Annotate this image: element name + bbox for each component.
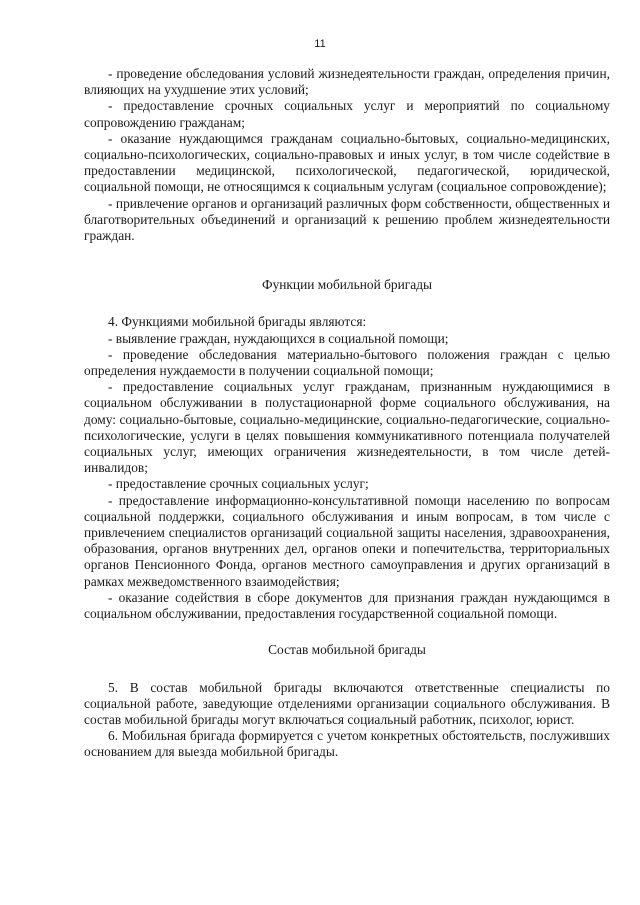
functions-intro: 4. Функциями мобильной бригады являются: — [108, 314, 367, 330]
functions-heading: Функции мобильной бригады — [261, 277, 433, 293]
intro-item: - привлечение органов и организаций различных форм собственности, общественных и благотворительных объединений и организаций к решению проблем жизнедеятельности граждан. — [84, 195, 610, 244]
functions-item: - выявление граждан, нуждающихся в социальной помощи; — [108, 330, 449, 346]
composition-paragraph: 5. В состав мобильной бригады включаются ответственные специалисты по социальной работе, заведующие отделениями организации социального обслуживания. В состав мобильной бригады могут включаться социальный работник, психолог, юрист. — [84, 679, 610, 727]
functions-item: - предоставление социальных услуг гражданам, признанным нуждающимися в социальном обслуживании в полустационарной форме социального обслуживания, на дому: социально-бытовые, социально-медицинские, социально-педагогические, социально-психологические, услуги в целях повышения коммуникативного потенциала получателей социальных услуг, имеющих ограничения жизнедеятельности, в том числе детей-инвалидов; — [84, 379, 610, 476]
intro-item: - оказание нуждающимся гражданам социально-бытовых, социально-медицинских, социально-психологических, социально-правовых и иных услуг, в том числе содействие в предоставлении медицинской, психологической, педагогической, юридической, социальной помощи, не относящимся к социальным услугам (социальное сопровождение); — [84, 130, 610, 195]
intro-item: - предоставление срочных социальных услуг и мероприятий по социальному сопровождению гражданам; — [84, 98, 610, 130]
composition-heading: Состав мобильной бригады — [268, 642, 426, 658]
functions-item: - оказание содействия в сборе документов для признания граждан нуждающимся в социальном обслуживании, предоставления государственной социальной помощи. — [84, 589, 610, 622]
functions-item: - проведение обследования материально-бытового положения граждан с целью определения нуждаемости в получении социальной помощи; — [84, 346, 610, 379]
intro-item: - проведение обследования условий жизнедеятельности граждан, определения причин, влияющих на ухудшение этих условий; — [84, 66, 610, 98]
page-body — [84, 66, 610, 761]
functions-item: - предоставление информационно-консультативной помощи населению по вопросам социальной поддержки, социального обслуживания и иным вопросам, в том числе с привлечением специалистов организаций социальной защиты населения, здравоохранения, образования, органов внутренних дел, органов опеки и попечительства, территориальных органов Пенсионного Фонда, органов местного самоуправления и других организаций в рамках межведомственного взаимодействия; — [84, 492, 610, 589]
functions-item: - предоставление срочных социальных услуг; — [108, 476, 369, 492]
page-number: 11 — [314, 38, 326, 50]
composition-paragraph: 6. Мобильная бригада формируется с учетом конкретных обстоятельств, послуживших основанием для выезда мобильной бригады. — [84, 728, 610, 760]
